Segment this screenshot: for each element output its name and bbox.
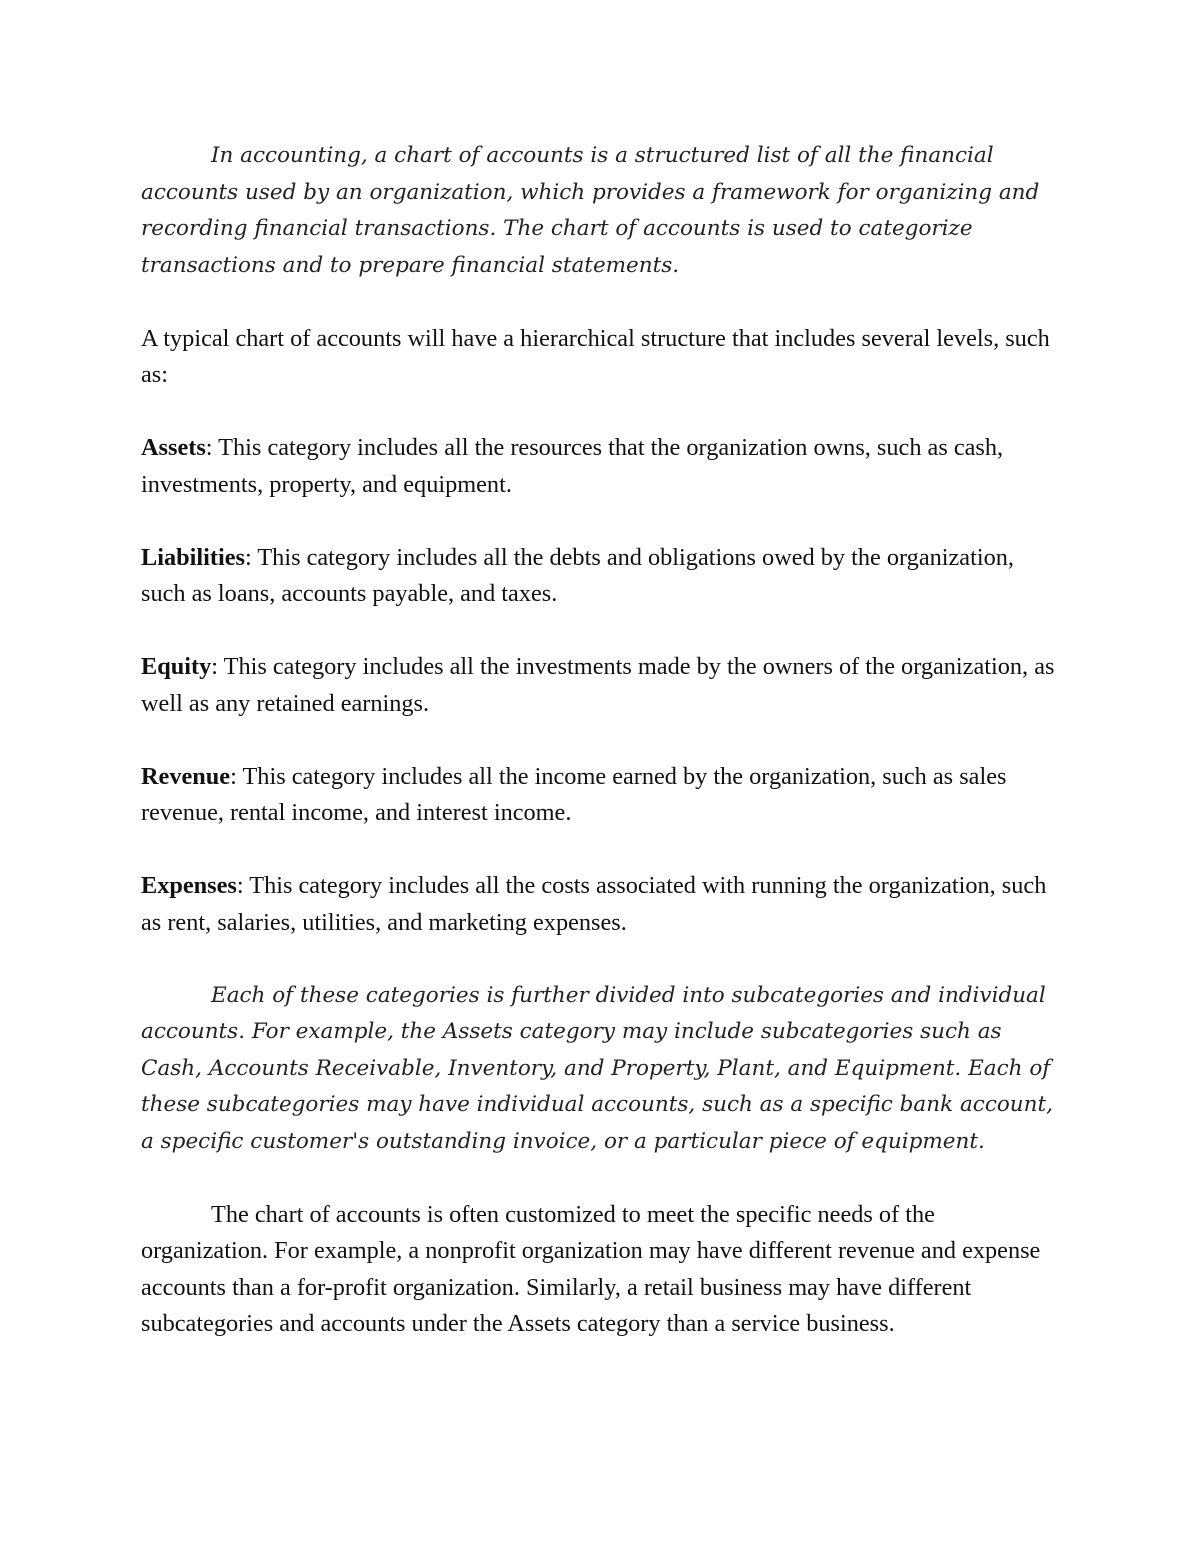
category-term: Assets <box>141 434 206 461</box>
subcategories-paragraph: Each of these categories is further divided into subcategories and individual accounts. For example, the Assets category may include subcategories such as Cash, Accounts Receivable, Inventory, and Property, Plant, and Equipment. Each of these subcategories may have individual accounts, such as a specific bank account, a specific customer's outstanding invoice, or a particular piece of equipment. <box>141 982 1053 1154</box>
intro-paragraph: In accounting, a chart of accounts is a structured list of all the financial accounts used by an organization, which provides a framework for organizing and recording financial transactions. The chart of accounts is used to categorize transactions and to prepare financial statements. <box>141 143 1040 278</box>
category-description: : This category includes all the costs associated with running the organization, such as rent, salaries, utilities, and marketing expenses. <box>141 872 1047 936</box>
levels-intro-paragraph: A typical chart of accounts will have a hierarchical structure that includes several levels, such as: <box>141 324 1050 388</box>
category-description: : This category includes all the resources that the organization owns, such as cash, investments, property, and equipment. <box>141 434 1004 498</box>
category-description: : This category includes all the debts and obligations owed by the organization, such as loans, accounts payable, and taxes. <box>141 543 1014 607</box>
category-liabilities <box>141 540 1061 613</box>
document-page <box>141 138 1061 1343</box>
category-equity <box>141 649 1061 722</box>
category-description: : This category includes all the investments made by the owners of the organization, as well as any retained earnings. <box>141 653 1055 717</box>
category-term: Expenses <box>141 872 237 899</box>
category-expenses <box>141 868 1061 941</box>
category-term: Equity <box>141 653 212 680</box>
category-assets <box>141 430 1061 503</box>
category-term: Revenue <box>141 762 231 790</box>
category-term: Liabilities <box>141 543 245 571</box>
category-description: : This category includes all the income earned by the organization, such as sales revenue, rental income, and interest income. <box>141 762 1007 826</box>
customization-paragraph: The chart of accounts is often customized to meet the specific needs of the organization. For example, a nonprofit organization may have different revenue and expense accounts than a for-profit organization. Similarly, a retail business may have different subcategories and accounts under the Assets category than a service business. <box>141 1200 1041 1337</box>
category-revenue <box>141 759 1061 832</box>
